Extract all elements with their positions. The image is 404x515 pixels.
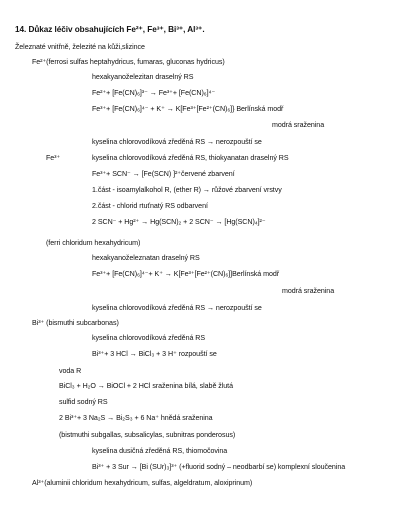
text-line: kyselina chlorovodíková zředěná RS → nerozpouští se [92, 138, 262, 146]
text-line: sulfid sodný RS [59, 398, 108, 406]
text-line: kyselina dusičná zředěná RS, thiomočovina [92, 447, 228, 455]
text-line: hexakyanoželezitan draselný RS [92, 73, 194, 81]
text-line: Bi³⁺ + 3 Sur → [Bi (SUr)₃]³⁺ (+fluorid sodný – neodbarbí se) komplexní sloučenina [92, 463, 346, 471]
text-line: BiCl₃ + H₂O → BiOCl + 2 HCl sraženina bílá, slabě žlutá [59, 382, 233, 390]
text-line: (bistmuthi subgallas, subsalicylas, subnitras ponderosus) [59, 431, 236, 439]
text-line: 2.část - chlorid rtuťnatý RS odbarvení [92, 202, 208, 210]
text-line: Fe³⁺+ [Fe(CN)₆]⁴⁻ + K⁺ → K[Fe³⁺[Fe²⁺(CN)₆]} Berlínská modř [92, 105, 284, 113]
text-line: Al³⁺(aluminii chloridum hexahydricum, sulfas, algeldratum, aloxiprinum) [32, 479, 253, 487]
text-line: Fe²⁺(ferrosi sulfas heptahydricus, fumaras, gluconas hydricus) [32, 58, 225, 66]
text-line: Bi³⁺ (bismuthi subcarbonas) [32, 319, 119, 327]
text-line: Fe²⁺+ [Fe(CN)₆]³⁻ → Fe³⁺+ [Fe(CN)₆]⁴⁻ [92, 89, 216, 97]
text-line: Fe³⁺ [46, 154, 61, 162]
text-line: Bi³⁺+ 3 HCl → BiCl₃ + 3 H⁺ rozpouští se [92, 350, 217, 358]
text-line: Železnaté vnitřně, železité na kůži,slizince [15, 43, 145, 51]
text-line: modrá sraženina [282, 287, 335, 295]
text-line: 2 SCN⁻ + Hg²⁺ → Hg(SCN)₂ + 2 SCN⁻ → [Hg(SCN)₄]²⁻ [92, 218, 266, 226]
text-line: Fe³⁺+ SCN⁻ → [Fe(SCN) ]²⁺červené zbarvení [92, 170, 235, 178]
text-line: hexakyanoželeznatan draselný RS [92, 254, 200, 262]
text-line: (ferri chloridum hexahydricum) [46, 239, 141, 247]
text-line: modrá sraženina [272, 121, 325, 129]
text-line: voda R [59, 367, 82, 375]
text-line: 1.část - isoamylalkohol R, (ether R) → růžové zbarvení vrstvy [92, 186, 282, 194]
text-line: Fe³⁺+ [Fe(CN)₆]⁴⁻+ K⁺ → K[Fe³⁺[Fe²⁺(CN)₆]]Berlínská modř [92, 270, 280, 278]
text-line: kyselina chlorovodíková zředěná RS [92, 334, 206, 342]
text-line: kyselina chlorovodíková zředěná RS → nerozpouští se [92, 304, 262, 312]
section-title: 14. Důkaz léčiv obsahujících Fe²⁺, Fe³⁺, Bi³⁺, Al³⁺. [15, 25, 205, 34]
text-line: kyselina chlorovodíková zředěná RS, thiokyanatan draselný RS [92, 154, 289, 162]
text-line: 2 Bi³⁺+ 3 Na₂S → Bi₂S₃ + 6 Na⁺ hnědá sraženina [59, 414, 213, 422]
